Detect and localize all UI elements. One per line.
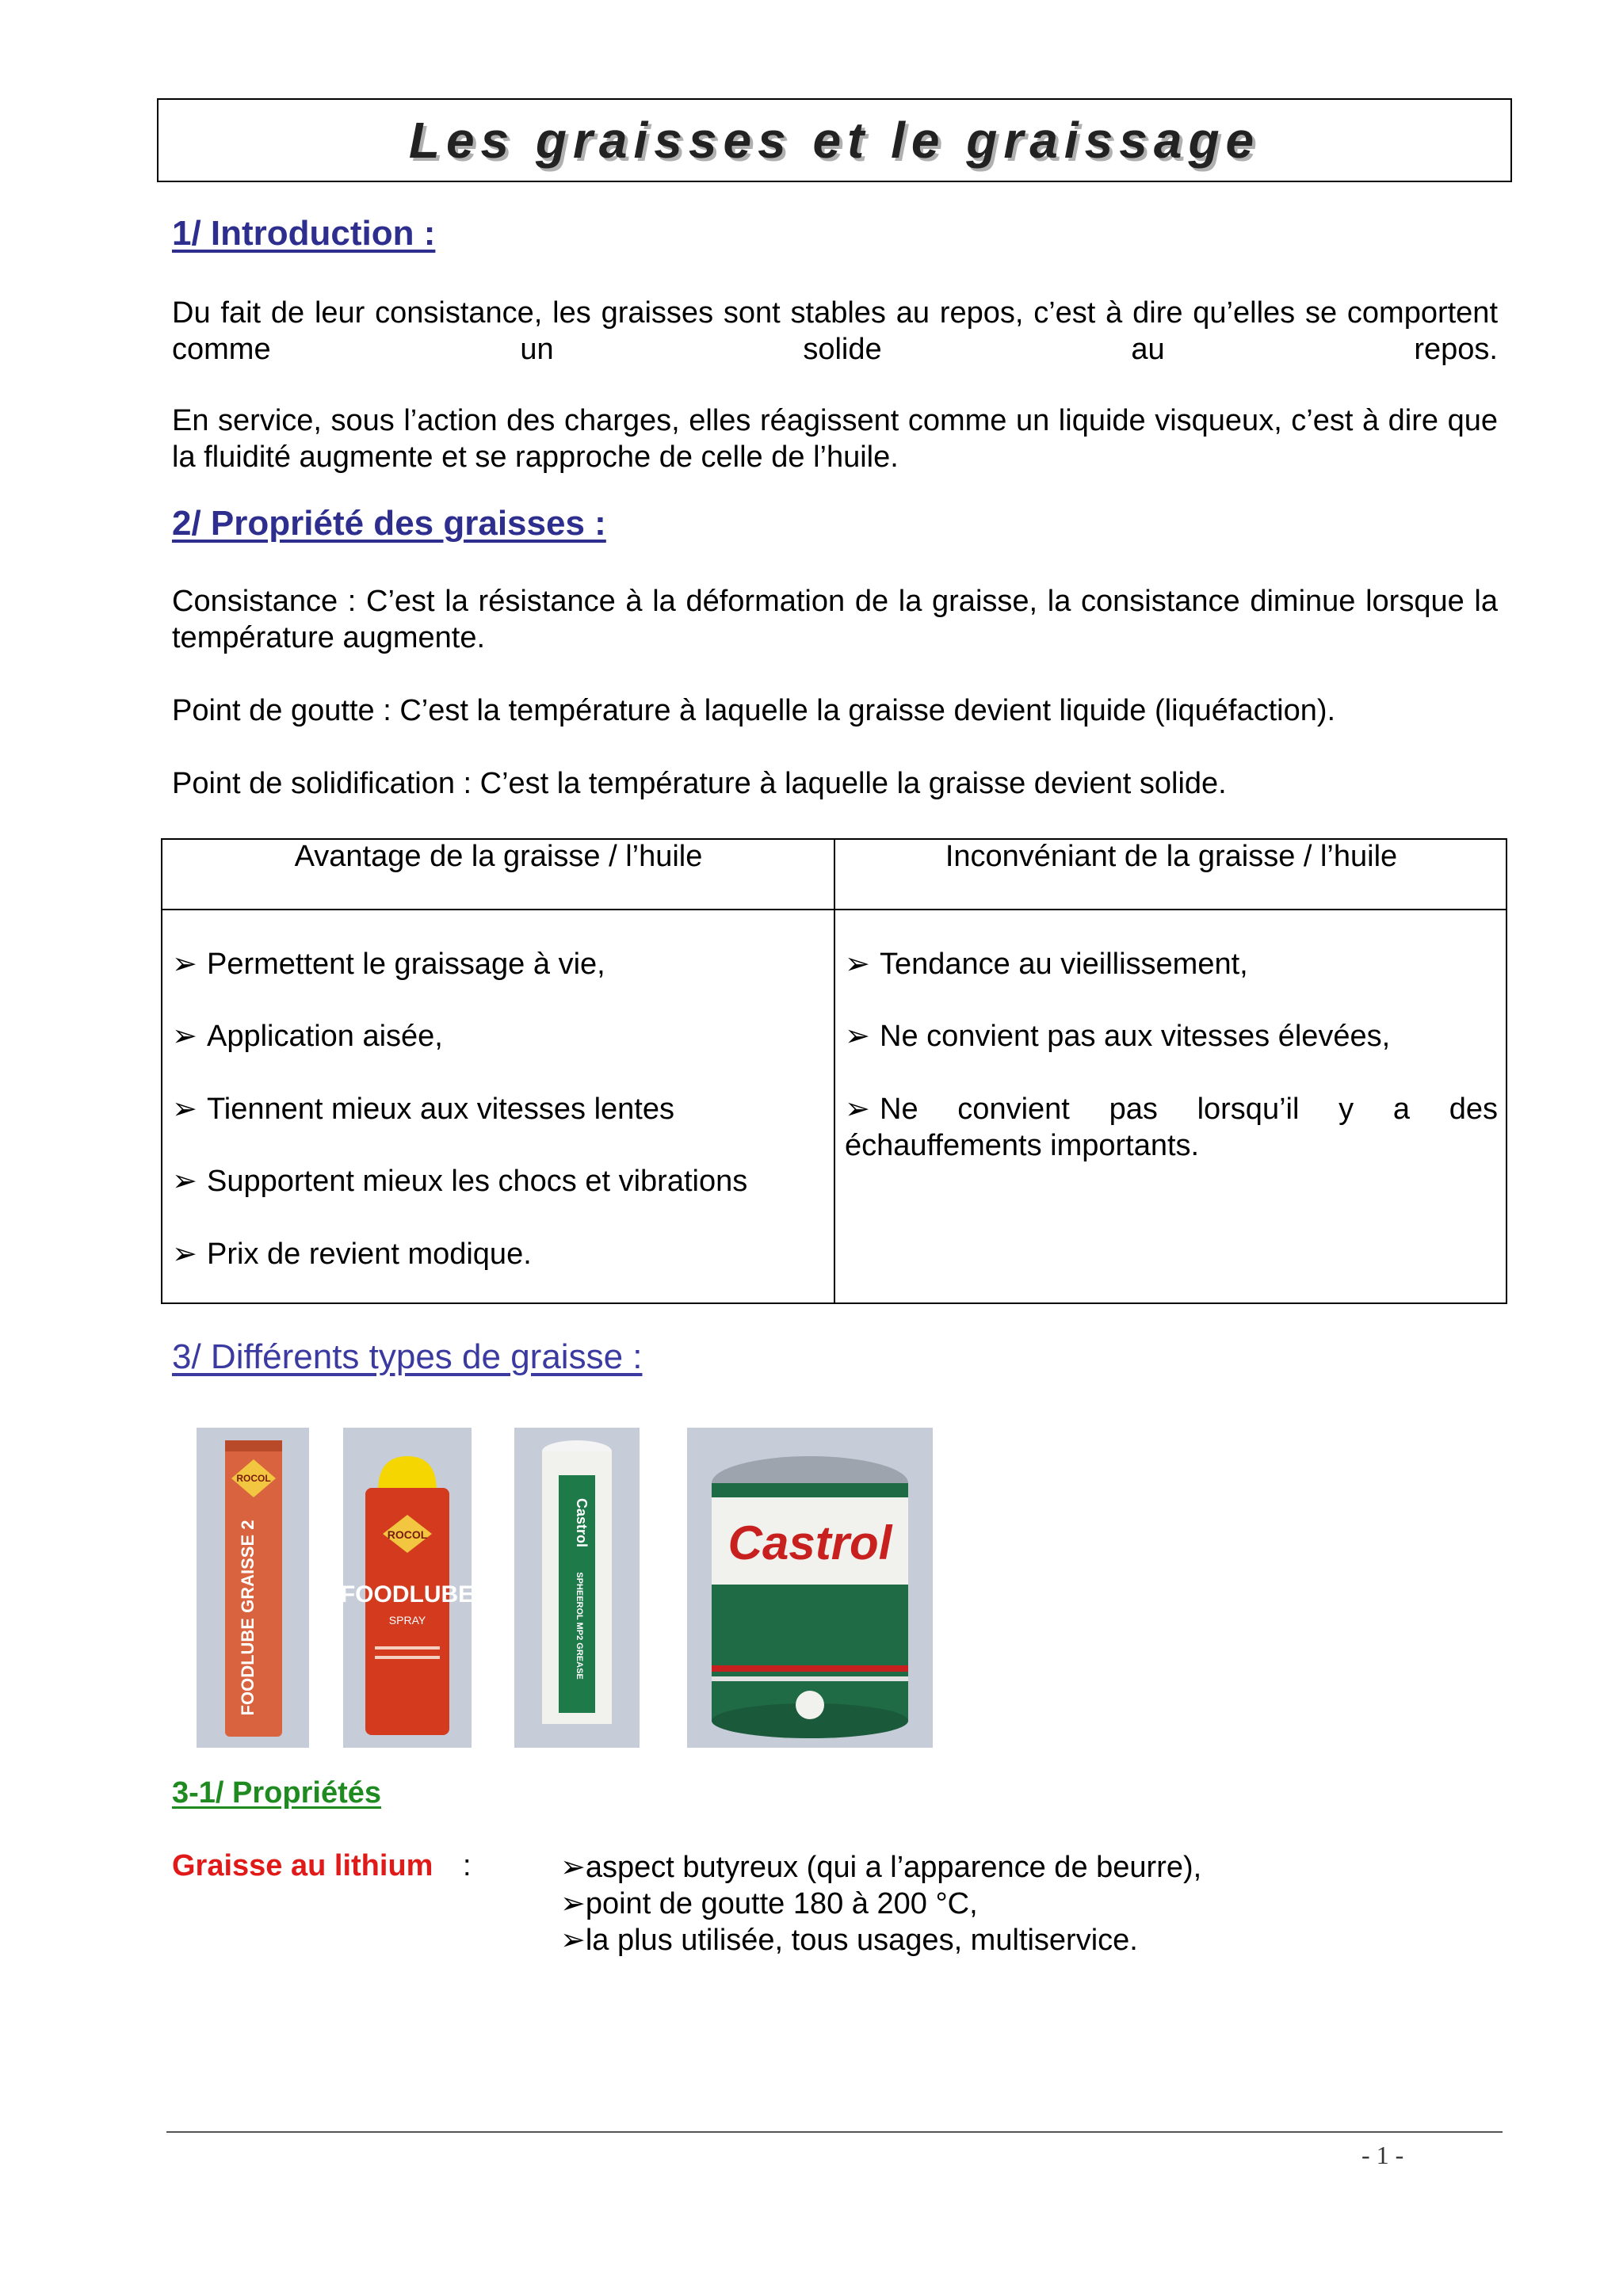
bullet-arrow-icon: ➢: [560, 1851, 586, 1884]
lithium-label-row: [172, 1849, 433, 1883]
bullet-arrow-icon: ➢: [172, 1093, 197, 1126]
advantage-item: ➢ Permettent le graissage à vie,: [172, 948, 605, 981]
bullet-arrow-icon: ➢: [560, 1924, 586, 1957]
section-heading-types: 3/ Différents types de graisse :: [172, 1337, 643, 1376]
product-image-castrol-cartridge: [514, 1428, 640, 1748]
bullet-arrow-icon: ➢: [172, 1020, 197, 1053]
castrol-tin-icon: [687, 1428, 933, 1748]
svg-text:ROCOL: ROCOL: [236, 1473, 271, 1484]
page-number: - 1 -: [1361, 2141, 1404, 2169]
lithium-property-item: ➢la plus utilisée, tous usages, multiservice.: [560, 1924, 1138, 1957]
page-title: Les graisses et le graissage: [408, 112, 1261, 169]
bullet-arrow-icon: ➢: [845, 1020, 870, 1053]
intro-paragraph-1: Du fait de leur consistance, les graisses sont stables au repos, c’est à dire qu’elles se comportent comme un solide au repos.: [172, 296, 1498, 366]
bullet-arrow-icon: ➢: [172, 1165, 197, 1198]
section-heading-introduction: 1/ Introduction :: [172, 214, 436, 253]
svg-text:FOODLUBE GRAISSE 2: FOODLUBE GRAISSE 2: [238, 1520, 258, 1716]
title-box: [157, 98, 1512, 182]
disadvantage-item: ➢ Tendance au vieillissement,: [845, 948, 1248, 981]
svg-text:FOODLUBE: FOODLUBE: [343, 1581, 472, 1608]
subsection-heading-proprietes: 3-1/ Propriétés: [172, 1776, 381, 1810]
rocol-grease-tube-icon: [197, 1428, 309, 1748]
bullet-arrow-icon: ➢: [172, 1238, 197, 1271]
svg-text:Castrol: Castrol: [574, 1497, 590, 1548]
disadvantage-item: ➢ Ne convient pas aux vitesses élevées,: [845, 1020, 1391, 1053]
svg-text:SPRAY: SPRAY: [388, 1614, 426, 1627]
advantage-item: ➢ Prix de revient modique.: [172, 1238, 532, 1271]
rocol-spray-can-icon: [343, 1428, 472, 1748]
product-image-castrol-tin: [687, 1428, 933, 1748]
advantage-item: ➢ Application aisée,: [172, 1020, 443, 1053]
bullet-arrow-icon: ➢: [845, 948, 870, 981]
footer-divider: [166, 2131, 1503, 2133]
svg-text:Castrol: Castrol: [727, 1516, 892, 1569]
lithium-property-item: ➢aspect butyreux (qui a l’apparence de beurre),: [560, 1851, 1202, 1884]
product-image-rocol-spray: [343, 1428, 472, 1748]
property-point-de-solidification: Point de solidification : C’est la température à laquelle la graisse devient solide.: [172, 767, 1227, 800]
table-header-disadvantages: Inconvéniant de la graisse / l’huile: [945, 840, 1398, 873]
advantage-item: ➢ Supportent mieux les chocs et vibrations: [172, 1165, 748, 1198]
svg-text:ROCOL: ROCOL: [387, 1528, 428, 1541]
svg-text:SPHEEROL MP2 GREASE: SPHEEROL MP2 GREASE: [575, 1572, 584, 1680]
property-point-de-goutte: Point de goutte : C’est la température à laquelle la graisse devient liquide (liquéfaction).: [172, 694, 1336, 727]
table-header-divider: [161, 909, 1507, 910]
lithium-property-item: ➢point de goutte 180 à 200 °C,: [560, 1887, 978, 1920]
lithium-label: Graisse au lithium: [172, 1849, 433, 1882]
intro-paragraph-2: En service, sous l’action des charges, elles réagissent comme un liquide visqueux, c’est à dire que la fluidité augmente et se rapproche de celle de l’huile.: [172, 404, 1498, 474]
product-image-rocol-grease-tube: [197, 1428, 309, 1748]
disadvantage-item: ➢ Ne convient pas lorsqu’il y a des échauffements importants.: [845, 1093, 1498, 1162]
lithium-colon: :: [463, 1849, 472, 1882]
castrol-cartridge-icon: [514, 1428, 640, 1748]
table-header-advantages: Avantage de la graisse / l’huile: [294, 840, 703, 873]
bullet-arrow-icon: ➢: [172, 948, 197, 981]
property-consistance: Consistance : C’est la résistance à la déformation de la graisse, la consistance diminue lorsque la température augmente.: [172, 585, 1498, 654]
bullet-arrow-icon: ➢: [560, 1887, 586, 1920]
bullet-arrow-icon: ➢: [845, 1093, 870, 1126]
advantage-item: ➢ Tiennent mieux aux vitesses lentes: [172, 1093, 675, 1126]
section-heading-properties: 2/ Propriété des graisses :: [172, 504, 606, 543]
